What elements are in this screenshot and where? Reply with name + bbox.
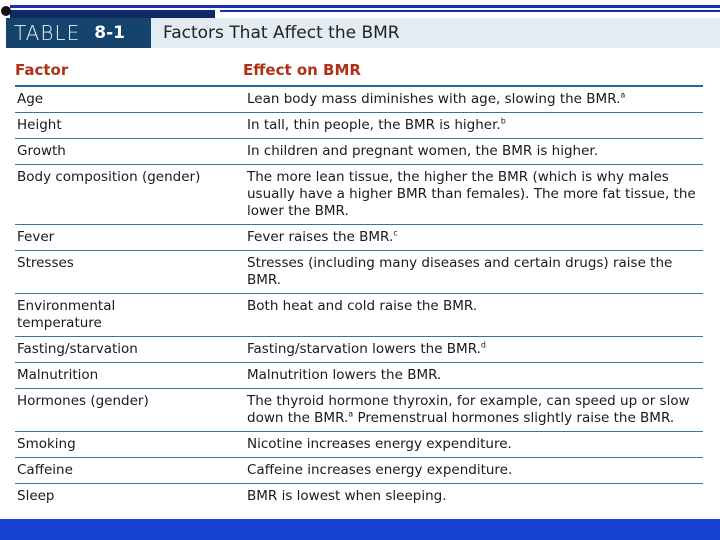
- effect-cell: BMR is lowest when sleeping.: [247, 488, 447, 504]
- factor-cell: Fasting/starvation: [17, 341, 138, 357]
- column-header-factor: Factor: [15, 61, 69, 79]
- bmr-factors-table: [15, 58, 703, 509]
- top-stripe: [10, 5, 720, 8]
- top-stripe-dark: [10, 10, 215, 18]
- bullet-dot-icon: [1, 6, 11, 16]
- factor-cell: Caffeine: [17, 462, 73, 478]
- table-body: [15, 87, 703, 509]
- table-row: [15, 484, 703, 509]
- table-row: [15, 139, 703, 165]
- footnote-marker: c: [393, 228, 398, 238]
- table-row: [15, 225, 703, 251]
- effect-cell: Lean body mass diminishes with age, slowing the BMR.$^a$: [247, 90, 626, 107]
- factor-cell: Height: [17, 117, 62, 133]
- factor-cell: Environmental temperature: [17, 298, 116, 331]
- factor-cell: Sleep: [17, 488, 55, 504]
- table-id: 8-1: [94, 23, 125, 43]
- table-label-box: [6, 18, 151, 48]
- table-row: [15, 113, 703, 139]
- table-row: [15, 87, 703, 113]
- effect-cell: The thyroid hormone thyroxin, for example, can speed up or slow down the BMR.$^a$ Premenstrual hormones slightly raise the BMR.: [247, 393, 690, 426]
- factor-cell: Smoking: [17, 436, 76, 452]
- table-row: [15, 363, 703, 389]
- top-decoration: [0, 0, 720, 18]
- table-row: [15, 294, 703, 337]
- factor-cell: Growth: [17, 143, 66, 159]
- column-headers: [15, 58, 703, 85]
- factor-cell: Malnutrition: [17, 367, 99, 383]
- effect-cell: In tall, thin people, the BMR is higher.$^b$: [247, 116, 506, 133]
- footnote-marker: a: [620, 90, 626, 100]
- bottom-bar: [0, 519, 720, 540]
- table-row: [15, 432, 703, 458]
- table-row: [15, 165, 703, 225]
- factor-cell: Body composition (gender): [17, 169, 201, 185]
- factor-cell: Hormones (gender): [17, 393, 149, 409]
- table-row: [15, 251, 703, 294]
- table-row: [15, 337, 703, 363]
- footnote-marker: a: [348, 409, 354, 419]
- effect-cell: The more lean tissue, the higher the BMR (which is why males usually have a higher BMR than females). The more fat tissue, the lower the BMR.: [247, 169, 696, 219]
- table-word: TABLE: [14, 21, 81, 45]
- effect-cell: Stresses (including many diseases and certain drugs) raise the BMR.: [247, 255, 673, 288]
- table-row: [15, 389, 703, 432]
- effect-cell: Nicotine increases energy expenditure.: [247, 436, 512, 452]
- effect-cell: Fasting/starvation lowers the BMR.$^d$: [247, 340, 486, 357]
- footnote-marker: d: [480, 340, 486, 350]
- table-title: Factors That Affect the BMR: [163, 23, 400, 43]
- effect-cell: Caffeine increases energy expenditure.: [247, 462, 513, 478]
- table-header: [6, 18, 720, 48]
- effect-cell: Both heat and cold raise the BMR.: [247, 298, 478, 314]
- factor-cell: Stresses: [17, 255, 74, 271]
- factor-cell: Fever: [17, 229, 55, 245]
- effect-cell: Fever raises the BMR.$^c$: [247, 228, 398, 245]
- factor-cell: Age: [17, 91, 44, 107]
- effect-cell: Malnutrition lowers the BMR.: [247, 367, 442, 383]
- top-stripe-thin: [220, 10, 720, 12]
- column-header-effect: Effect on BMR: [243, 61, 361, 79]
- footnote-marker: b: [500, 116, 506, 126]
- effect-cell: In children and pregnant women, the BMR is higher.: [247, 143, 598, 159]
- table-title-box: [151, 18, 720, 48]
- table-row: [15, 458, 703, 484]
